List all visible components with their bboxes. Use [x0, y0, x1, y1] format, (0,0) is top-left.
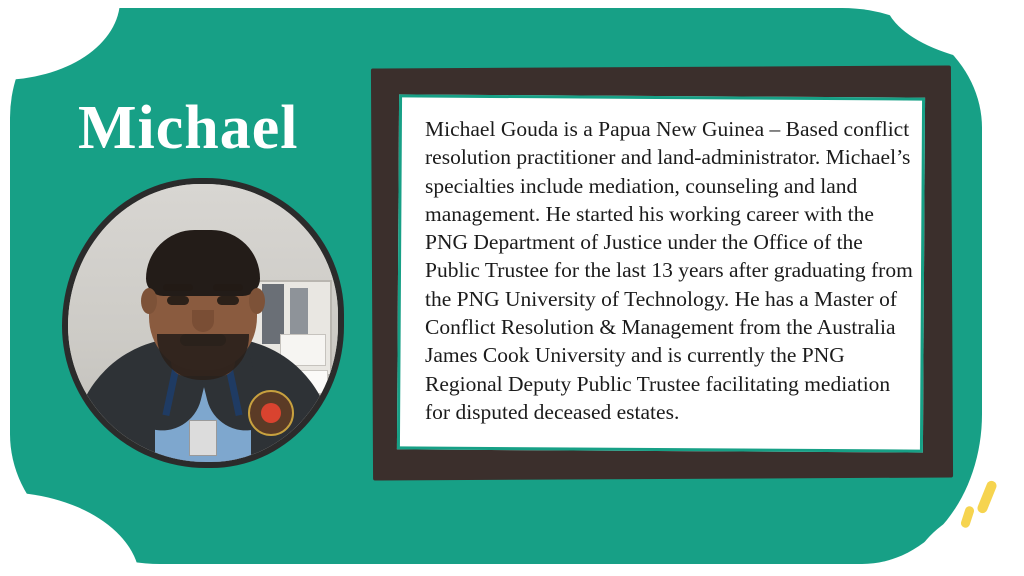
photo-person-eyebrow-left: [163, 284, 193, 291]
photo-person-eye-right: [217, 296, 239, 305]
portrait-photo: [68, 184, 338, 462]
photo-person-ear-right: [249, 288, 265, 314]
photo-person-mustache: [180, 334, 226, 346]
photo-person-eyebrow-right: [213, 284, 243, 291]
background-notch-right: [982, 150, 1024, 410]
person-first-name: Michael: [78, 94, 299, 162]
photo-person-ear-left: [141, 288, 157, 314]
photo-person-jacket-emblem: [248, 390, 294, 436]
bio-paragraph: Michael Gouda is a Papua New Guinea – Based conflict resolution practitioner and land-administrator. Michael’s specialties include mediation, counseling and land management. He started his working career with the PNG Department of Justice under the Office of the Public Trustee for the last 13 years after graduating from the PNG University of Technology. He has a Master of Conflict Resolution & Management from the Australia James Cook University and is currently the PNG Regional Deputy Public Trustee facilitating mediation for disputed deceased estates.: [425, 117, 913, 424]
photo-person-id-badge: [189, 420, 217, 456]
photo-person-jacket-emblem-center: [261, 403, 281, 423]
photo-person-nose: [192, 310, 214, 332]
photo-person-eye-left: [167, 296, 189, 305]
portrait-frame: [62, 178, 344, 468]
